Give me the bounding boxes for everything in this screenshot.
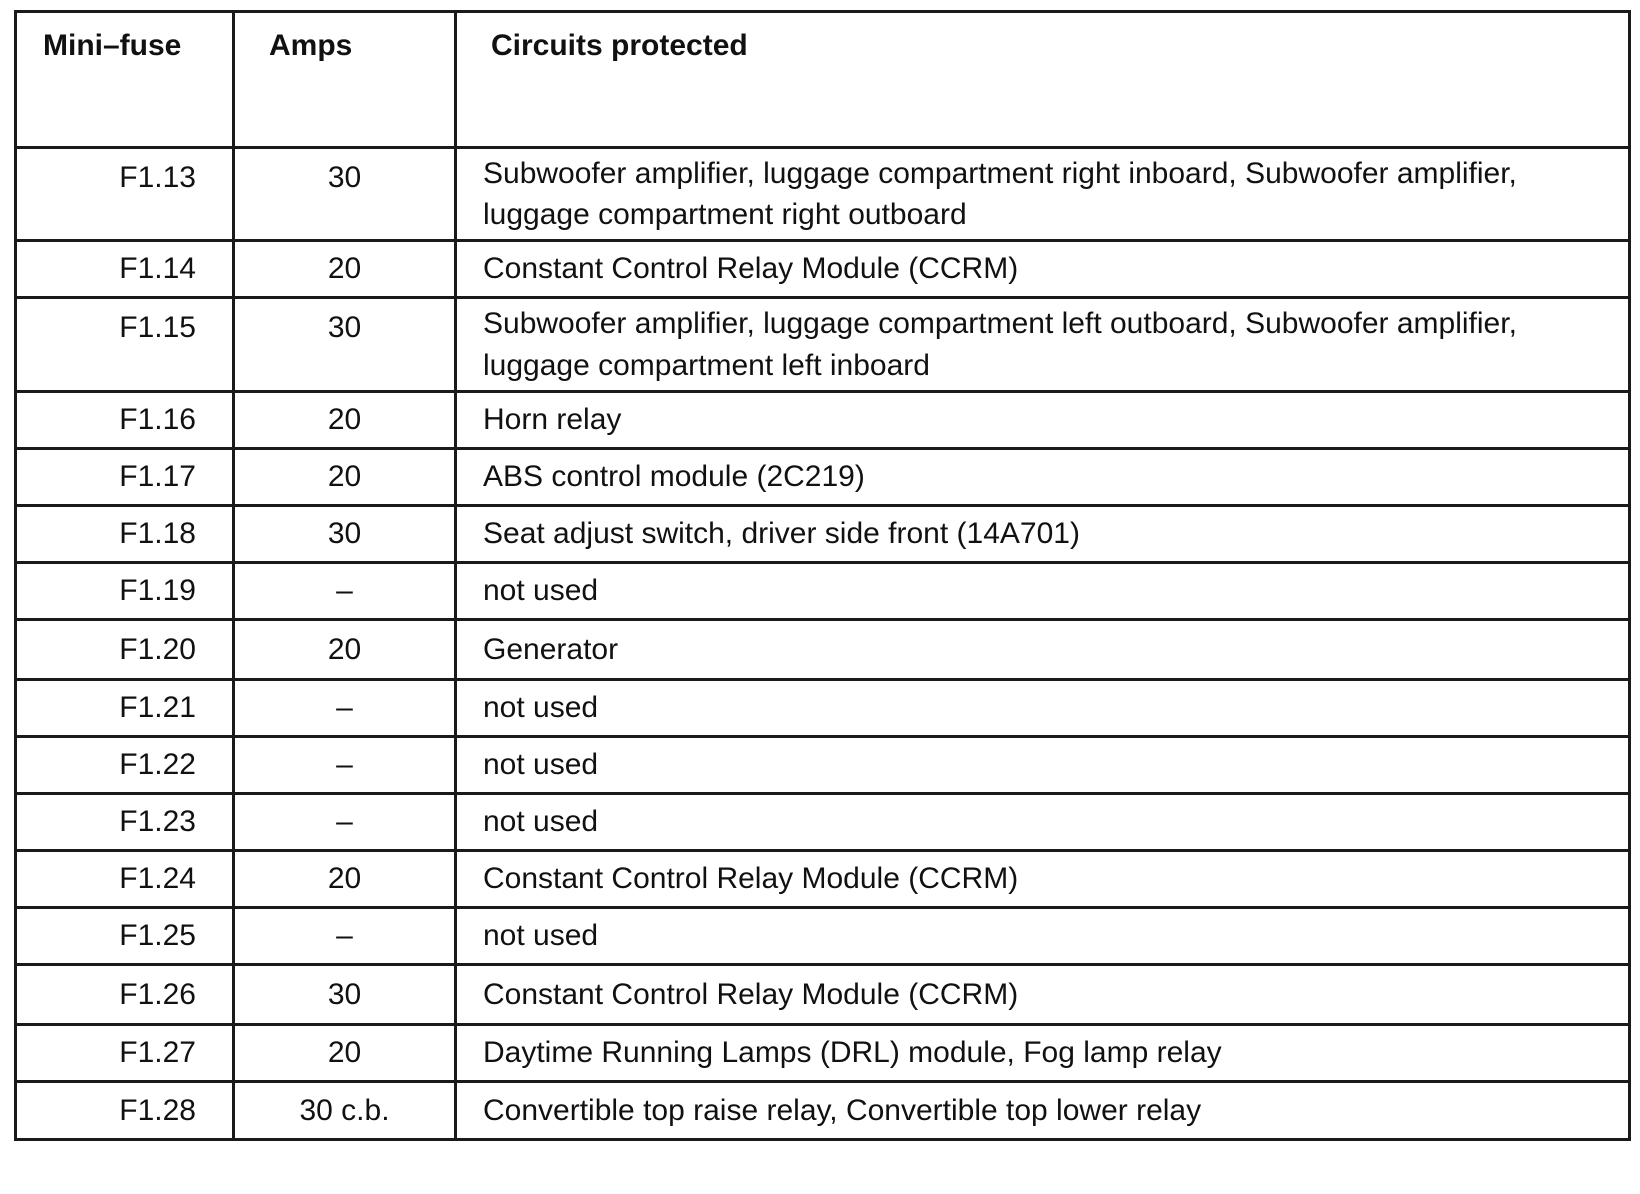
amps-cell: 20: [234, 392, 456, 449]
circuits-cell: ABS control module (2C219): [456, 449, 1630, 506]
amps-cell: 20: [234, 851, 456, 908]
circuits-cell: not used: [456, 908, 1630, 965]
fuse-cell: F1.27: [16, 1025, 234, 1082]
circuits-cell: Subwoofer amplifier, luggage compartment left outboard, Subwoofer amplifier, luggage compartment left inboard: [456, 298, 1630, 392]
amps-cell: 30: [234, 506, 456, 563]
table-body: [16, 148, 1630, 1140]
circuits-cell: Generator: [456, 620, 1630, 680]
table-row: [16, 1082, 1630, 1140]
table-row: [16, 563, 1630, 620]
amps-cell: 30: [234, 148, 456, 241]
circuits-cell: not used: [456, 737, 1630, 794]
amps-cell: –: [234, 794, 456, 851]
amps-cell: 30: [234, 965, 456, 1025]
fuse-cell: F1.13: [16, 148, 234, 241]
circuits-cell: Constant Control Relay Module (CCRM): [456, 851, 1630, 908]
fuse-cell: F1.25: [16, 908, 234, 965]
amps-cell: –: [234, 680, 456, 737]
amps-cell: 20: [234, 1025, 456, 1082]
table-row: [16, 965, 1630, 1025]
table-row: [16, 851, 1630, 908]
circuits-cell: Constant Control Relay Module (CCRM): [456, 965, 1630, 1025]
amps-cell: 30: [234, 298, 456, 392]
fuse-cell: F1.16: [16, 392, 234, 449]
circuits-cell: Convertible top raise relay, Convertible top lower relay: [456, 1082, 1630, 1140]
circuits-cell: Constant Control Relay Module (CCRM): [456, 241, 1630, 298]
fuse-cell: F1.22: [16, 737, 234, 794]
circuits-cell: Daytime Running Lamps (DRL) module, Fog lamp relay: [456, 1025, 1630, 1082]
amps-cell: 20: [234, 241, 456, 298]
table-header: [16, 12, 1630, 148]
circuits-cell: not used: [456, 680, 1630, 737]
amps-cell: 20: [234, 449, 456, 506]
table-row: [16, 241, 1630, 298]
fuse-cell: F1.15: [16, 298, 234, 392]
table-row: [16, 794, 1630, 851]
fuse-cell: F1.14: [16, 241, 234, 298]
table-row: [16, 506, 1630, 563]
header-circuits-protected: Circuits protected: [456, 12, 1630, 148]
fuse-cell: F1.19: [16, 563, 234, 620]
circuits-cell: Horn relay: [456, 392, 1630, 449]
table-row: [16, 680, 1630, 737]
table-row: [16, 392, 1630, 449]
table-row: [16, 737, 1630, 794]
table-row: [16, 908, 1630, 965]
table-row: [16, 620, 1630, 680]
circuits-cell: Seat adjust switch, driver side front (14A701): [456, 506, 1630, 563]
amps-cell: –: [234, 737, 456, 794]
amps-cell: –: [234, 908, 456, 965]
header-row: [16, 12, 1630, 148]
fuse-cell: F1.23: [16, 794, 234, 851]
table-row: [16, 148, 1630, 241]
fuse-cell: F1.21: [16, 680, 234, 737]
table-row: [16, 449, 1630, 506]
circuits-cell: Subwoofer amplifier, luggage compartment right inboard, Subwoofer amplifier, luggage compartment right outboard: [456, 148, 1630, 241]
amps-cell: –: [234, 563, 456, 620]
amps-cell: 20: [234, 620, 456, 680]
circuits-cell: not used: [456, 563, 1630, 620]
header-mini-fuse: Mini–fuse: [16, 12, 234, 148]
fuse-cell: F1.18: [16, 506, 234, 563]
fuse-cell: F1.26: [16, 965, 234, 1025]
fuse-cell: F1.20: [16, 620, 234, 680]
fuse-cell: F1.17: [16, 449, 234, 506]
amps-cell: 30 c.b.: [234, 1082, 456, 1140]
circuits-cell: not used: [456, 794, 1630, 851]
table-row: [16, 1025, 1630, 1082]
header-amps: Amps: [234, 12, 456, 148]
fuse-cell: F1.24: [16, 851, 234, 908]
table-row: [16, 298, 1630, 392]
fuse-table: [14, 10, 1631, 1141]
fuse-cell: F1.28: [16, 1082, 234, 1140]
